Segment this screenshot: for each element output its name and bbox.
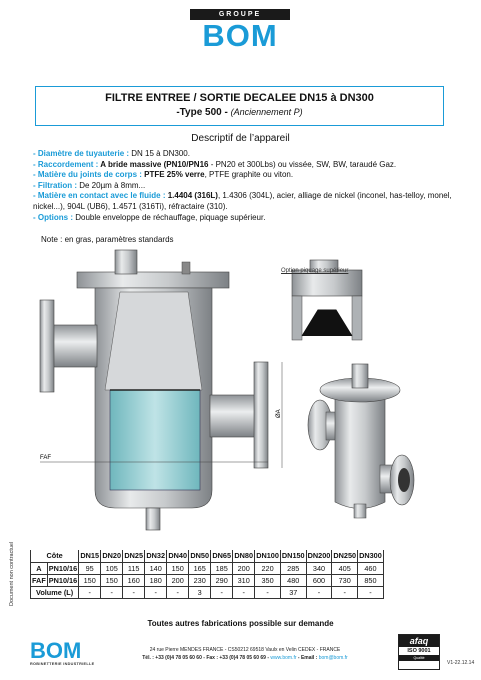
spec-text: - PN20 et 300Lbs) ou vissée, SW, BW, taraudé Gaz.	[208, 159, 397, 169]
table-row	[31, 586, 384, 598]
row-name: FAF	[32, 575, 46, 585]
spec-text: , 1.4306 (304L), acier, alliage de nickel (inconel, has-telloy, monel, nickel...), 904L (UB6), 1.4571 (316Ti), réfractaire (310).	[33, 191, 452, 211]
spec-text: Double enveloppe de réchauffage, piquage supérieur.	[73, 212, 266, 222]
spec-list	[33, 149, 453, 223]
column-header: DN32	[146, 551, 166, 561]
table-cell: 340	[306, 562, 332, 574]
table-cell: -	[332, 586, 358, 598]
table-cell: -	[233, 586, 255, 598]
brand-logo: BOM	[202, 18, 278, 53]
column-header: DN250	[333, 551, 357, 561]
column-header: DN80	[234, 551, 254, 561]
cert-scope: Qualité	[399, 655, 439, 661]
table-cell: -	[79, 586, 101, 598]
spec-label: - Options :	[33, 212, 73, 222]
table-cell: 105	[101, 562, 123, 574]
type-label: -Type 500 -	[176, 107, 228, 118]
table-cell: 220	[255, 562, 281, 574]
table-cell: 310	[233, 574, 255, 586]
table-row	[31, 574, 384, 586]
note-text: Note : en gras, paramètres standards	[41, 235, 174, 244]
certification-logo	[398, 634, 440, 670]
type-note: (Anciennement P)	[230, 107, 303, 117]
table-cell: 480	[280, 574, 306, 586]
spec-item	[33, 149, 453, 160]
column-header: DN25	[124, 551, 144, 561]
table-cell: -	[123, 586, 145, 598]
table-cell: 850	[358, 574, 384, 586]
table-cell: -	[211, 586, 233, 598]
table-cell: 95	[79, 562, 101, 574]
table-cell: 37	[280, 586, 306, 598]
table-cell: -	[358, 586, 384, 598]
page-title: FILTRE ENTREE / SORTIE DECALEE DN15 à DN300	[105, 92, 374, 104]
option-label: Option piquage supérieur	[281, 268, 349, 274]
footer-logo: BOM	[30, 638, 82, 663]
spec-label: - Matière du joints de corps :	[33, 170, 142, 180]
table-row	[31, 562, 384, 574]
row-name: A	[31, 562, 48, 574]
row-pressure: PN10/16	[48, 575, 78, 585]
spec-label: - Raccordement :	[33, 159, 99, 169]
table-cell: 3	[189, 586, 211, 598]
email-link[interactable]: bom@bom.fr	[318, 655, 348, 661]
description-heading: Descriptif de l’appareil	[191, 133, 290, 144]
table-cell: 150	[79, 574, 101, 586]
table-cell: -	[101, 586, 123, 598]
spec-label: - Matière en contact avec le fluide :	[33, 191, 166, 201]
section-view	[40, 250, 282, 530]
column-header: DN150	[281, 551, 305, 561]
dim-a: ØA	[276, 409, 282, 418]
footer-logo-sub: ROBINETTERIE INDUSTRIELLE	[30, 662, 95, 666]
footer-address	[110, 646, 380, 662]
table-cell: 290	[211, 574, 233, 586]
column-header: DN100	[256, 551, 279, 561]
spec-standard: 1.4404 (316L)	[165, 191, 218, 201]
spec-item	[33, 181, 453, 192]
cert-standard: ISO 9001	[407, 648, 431, 654]
column-header: DN20	[102, 551, 122, 561]
spec-label: - Diamètre de tuyauterie :	[33, 149, 130, 158]
spec-standard: A bride massive (PN10/PN16	[98, 159, 209, 169]
dimension-table	[30, 550, 384, 599]
side-note: Document non contractuel	[9, 541, 15, 606]
column-header: DN200	[307, 551, 331, 561]
column-header: DN15	[80, 551, 100, 561]
footnote: Toutes autres fabrications possible sur demande	[147, 619, 334, 628]
table-cell: 150	[101, 574, 123, 586]
table-cell: 165	[189, 562, 211, 574]
table-header-row	[31, 550, 384, 562]
table-cell: -	[145, 586, 167, 598]
iso-view	[308, 364, 414, 518]
column-header: Côte	[31, 550, 79, 562]
spec-item	[33, 191, 453, 212]
table-cell: 180	[145, 574, 167, 586]
table-cell: 460	[358, 562, 384, 574]
title-box	[35, 86, 444, 126]
spec-text: DN 15 à DN300.	[129, 149, 190, 158]
spec-label: - Filtration :	[33, 180, 77, 190]
table-cell: 185	[211, 562, 233, 574]
filter-drawing	[30, 240, 460, 540]
column-header: DN40	[168, 551, 188, 561]
table-cell: 405	[332, 562, 358, 574]
row-pressure: PN10/16	[48, 563, 78, 573]
table-cell: 200	[233, 562, 255, 574]
spec-text: De 20µm à 8mm...	[77, 180, 146, 190]
table-cell: 140	[145, 562, 167, 574]
groupe-label: GROUPE	[190, 9, 290, 20]
table-cell: -	[255, 586, 281, 598]
table-cell: -	[306, 586, 332, 598]
table-cell: 350	[255, 574, 281, 586]
page-subtitle	[36, 107, 443, 118]
table-cell: 600	[306, 574, 332, 586]
table-cell: 730	[332, 574, 358, 586]
address-line: 24 rue Pierre MENDES FRANCE - CS50212 69518 Vaulx en Velin CEDEX - FRANCE	[149, 647, 341, 653]
table-cell: 160	[123, 574, 145, 586]
version-code: V1-22.12.14	[447, 660, 475, 666]
option-detail	[281, 260, 373, 364]
dim-faf: FAF	[40, 455, 52, 461]
cert-brand: afaq	[399, 635, 439, 647]
column-header: DN65	[212, 551, 232, 561]
column-header: DN50	[190, 551, 210, 561]
table-cell: 230	[189, 574, 211, 586]
table-cell: 285	[280, 562, 306, 574]
column-header: DN300	[359, 551, 382, 561]
table-cell: 150	[167, 562, 189, 574]
website-link[interactable]: www.bom.fr	[270, 655, 297, 661]
row-name: Volume (L)	[31, 586, 79, 598]
contact-line	[110, 654, 380, 662]
phone-fax: Tél. : +33 (0)4 78 05 60 60 - Fax : +33 (0)4 78 05 60 69 -	[142, 655, 271, 661]
spec-item	[33, 213, 453, 224]
email-label: - Email :	[296, 655, 319, 661]
spec-item	[33, 160, 453, 171]
spec-standard: PTFE 25% verre	[141, 170, 205, 180]
spec-item	[33, 170, 453, 181]
spec-text: , PTFE graphite ou viton.	[204, 170, 294, 180]
table-cell: 115	[123, 562, 145, 574]
table-cell: -	[167, 586, 189, 598]
table-cell: 200	[167, 574, 189, 586]
